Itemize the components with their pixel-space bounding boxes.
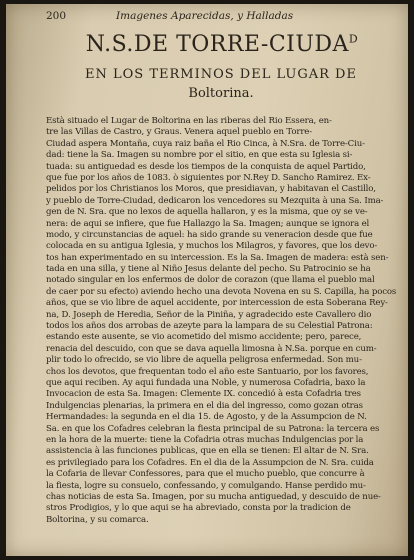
- text-line: chas noticias de esta Sa. Imagen, por su mucha antiguedad, y descuido de nue-: [46, 491, 381, 502]
- text-line: plir todo lo ofrecido, se vio libre de aquella peligrosa enfermedad. Son mu-: [46, 355, 362, 366]
- book-page: [6, 4, 408, 556]
- text-line: nera: de aqui se infiere, que fue Hallazgo la Sa. Imagen; aunque se ignora el: [46, 218, 370, 229]
- text-line: pelidos por los Christianos los Moros, que presidiavan, y habitavan el Castillo,: [46, 184, 376, 195]
- chapter-subtitle-place: Boltorina.: [188, 86, 254, 101]
- text-line: tre las Villas de Castro, y Graus. Venera aquel pueblo en Torre-: [46, 127, 312, 138]
- text-line: tos han experimentado en su intercession. Es la Sa. Imagen de madera: està sen-: [46, 252, 389, 263]
- text-line: colocada en su antigua Iglesia, y muchos los Milagros, y favores, que los devo-: [46, 241, 378, 252]
- text-line: estando este ausente, se vio acometido del mismo accidente; pero, parece,: [46, 332, 362, 343]
- text-line: tuada: su antiguedad es desde los tiempos de la conquista de aquel Partido,: [46, 161, 366, 172]
- text-line: Sa. en que los Cofadres celebran la fiesta principal de su Patrona: la tercera es: [46, 423, 380, 434]
- text-line: Boltorina, y su comarca.: [46, 514, 149, 525]
- text-line: stros Prodigios, y lo que aqui se ha abreviado, consta por la tradicion de: [46, 503, 351, 514]
- text-line: que fue por los años de 1083. ò siguientes por N.Rey D. Sancho Ramirez. Ex-: [46, 172, 371, 183]
- text-line: todos los años dos arrobas de azeyte para la lampara de su Celestial Patrona:: [46, 321, 373, 332]
- text-line: notado singular en los enfermos de dolor de corazon (que llama el pueblo mal: [46, 275, 375, 286]
- running-head: Imagenes Aparecidas, y Halladas: [116, 10, 294, 22]
- text-line: y pueblo de Torre-Ciudad, dedicaron los vencedores su Mezquita à una Sa. Ima-: [46, 195, 384, 206]
- text-line: es privilegiado para los Cofadres. En el dia de la Assumpcion de N. Sra. cuida: [46, 457, 374, 468]
- text-line: la Cofaria de llevar Confessores, para que el mucho pueblo, que concurre à: [46, 469, 365, 480]
- text-line: na, D. Joseph de Heredia, Señor de la Piniña, y agradecido este Cavallero dio: [46, 309, 372, 320]
- chapter-title-text: N.S.DE TORRE-CIUDA: [85, 32, 349, 57]
- text-line: chos los devotos, que frequentan todo el año este Santuario, por los favores,: [46, 366, 369, 377]
- text-line: Hermandades: la segunda en el dia 15. de Agosto, y de la Assumpcion de N.: [46, 412, 367, 423]
- text-line: que aqui reciben. Ay aqui fundada una Noble, y numerosa Cofadria, baxo la: [46, 377, 366, 388]
- chapter-title: [52, 32, 392, 57]
- text-line: de caer por su efecto) aviendo hecho una devota Novena en su S. Capilla, ha pocos: [46, 286, 397, 297]
- page-header: [46, 10, 376, 24]
- chapter-title-superscript: D: [348, 32, 359, 46]
- text-line: gen de N. Sra. que no lexos de aquella hallaron, y es la misma, que oy se ve-: [46, 207, 368, 218]
- text-line: modo, y circunstancias de aquel: ha sido grande su veneracion desde que fue: [46, 229, 373, 240]
- text-line: Ciudad aspera Montaña, cuya raiz baña el Rio Cinca, à N.Sra. de Torre-Ciu-: [46, 138, 365, 149]
- text-line: Invocacion de esta Sa. Imagen: Clemente IX. concedió à esta Cofadria tres: [46, 389, 361, 400]
- text-line: Indulgencias plenarias, la primera en el dia del ingresso, como gozan otras: [46, 400, 363, 411]
- text-line: en la hora de la muerte: tiene la Cofadria otras muchas Indulgencias por la: [46, 434, 364, 445]
- chapter-subtitle: EN LOS TERMINOS DEL LUGAR DE: [85, 67, 357, 82]
- page-number: 200: [46, 10, 67, 22]
- text-line: años, que se vio libre de aquel accidente, por intercession de esta Soberana Rey-: [46, 298, 388, 309]
- text-line: assistencia à las funciones publicas, que en ella se tienen: El altar de N. Sra.: [46, 446, 369, 457]
- body-text: [46, 116, 401, 526]
- text-line: tada en una silla, y tiene al Niño Jesus delante del pecho. Su Patrocinio se ha: [46, 264, 371, 275]
- text-line: renacia del descuido, con que se dava aquella limosna à N.Sa. porque en cum-: [46, 343, 377, 354]
- text-line: dad: tiene la Sa. Imagen su nombre por el sitio, en que esta su Iglesia si-: [46, 150, 353, 161]
- text-line: la fiesta, logre su consuelo, confessando, y comulgando. Hanse perdido mu-: [46, 480, 366, 491]
- text-line: Està situado el Lugar de Boltorina en las riberas del Rio Essera, en-: [46, 116, 332, 126]
